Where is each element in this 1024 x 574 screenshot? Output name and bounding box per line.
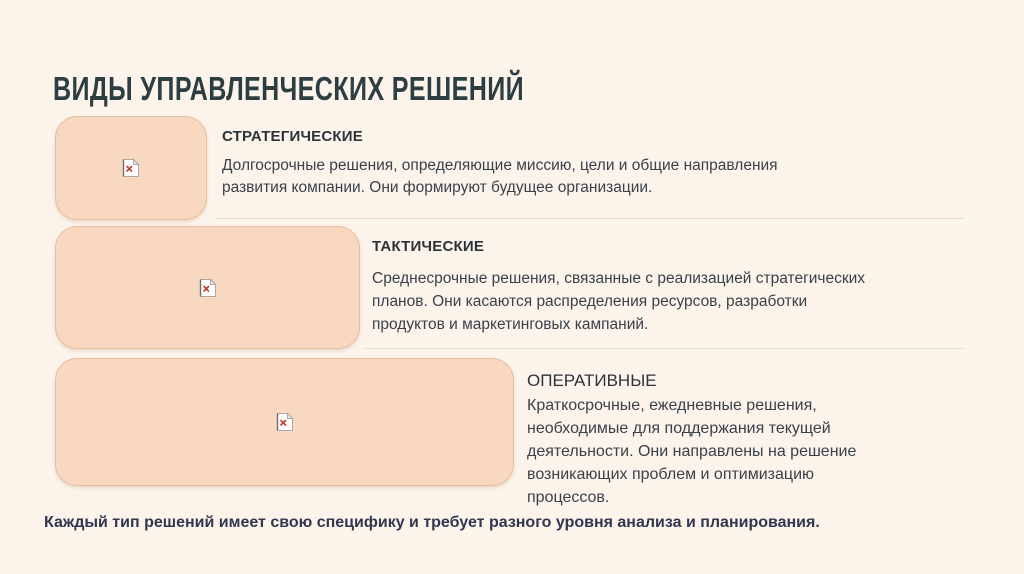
image-placeholder-strategic (55, 116, 207, 220)
section-body: Долгосрочные решения, определяющие миссию, цели и общие направления развития компании. Они формируют будущее организации. (222, 157, 778, 196)
section-divider (215, 218, 963, 219)
broken-image-icon (274, 411, 296, 433)
section-heading: ОПЕРАТИВНЫЕ (527, 371, 657, 390)
broken-image-icon (120, 157, 142, 179)
section-heading: СТРАТЕГИЧЕСКИЕ (222, 128, 363, 145)
image-placeholder-operational (55, 358, 514, 486)
section-tactical (372, 238, 872, 336)
slide-footer-note: Каждый тип решений имеет свою специфику и требует разного уровня анализа и планирования. (44, 514, 820, 531)
section-divider (365, 348, 963, 349)
section-body: Среднесрочные решения, связанные с реализацией стратегических планов. Они касаются распределения ресурсов, разработки продуктов и маркетинговых кампаний. (372, 270, 866, 333)
section-strategic (222, 128, 822, 199)
slide-title: ВИДЫ УПРАВЛЕНЧЕСКИХ РЕШЕНИЙ (53, 70, 525, 108)
section-body: Краткосрочные, ежедневные решения, необходимые для поддержания текущей деятельности. Они направлены на решение возникающих проблем и оптимизацию процессов. (527, 397, 857, 506)
image-placeholder-tactical (55, 226, 360, 349)
broken-image-icon (197, 277, 219, 299)
section-operational (527, 370, 892, 509)
section-heading: ТАКТИЧЕСКИЕ (372, 238, 485, 255)
